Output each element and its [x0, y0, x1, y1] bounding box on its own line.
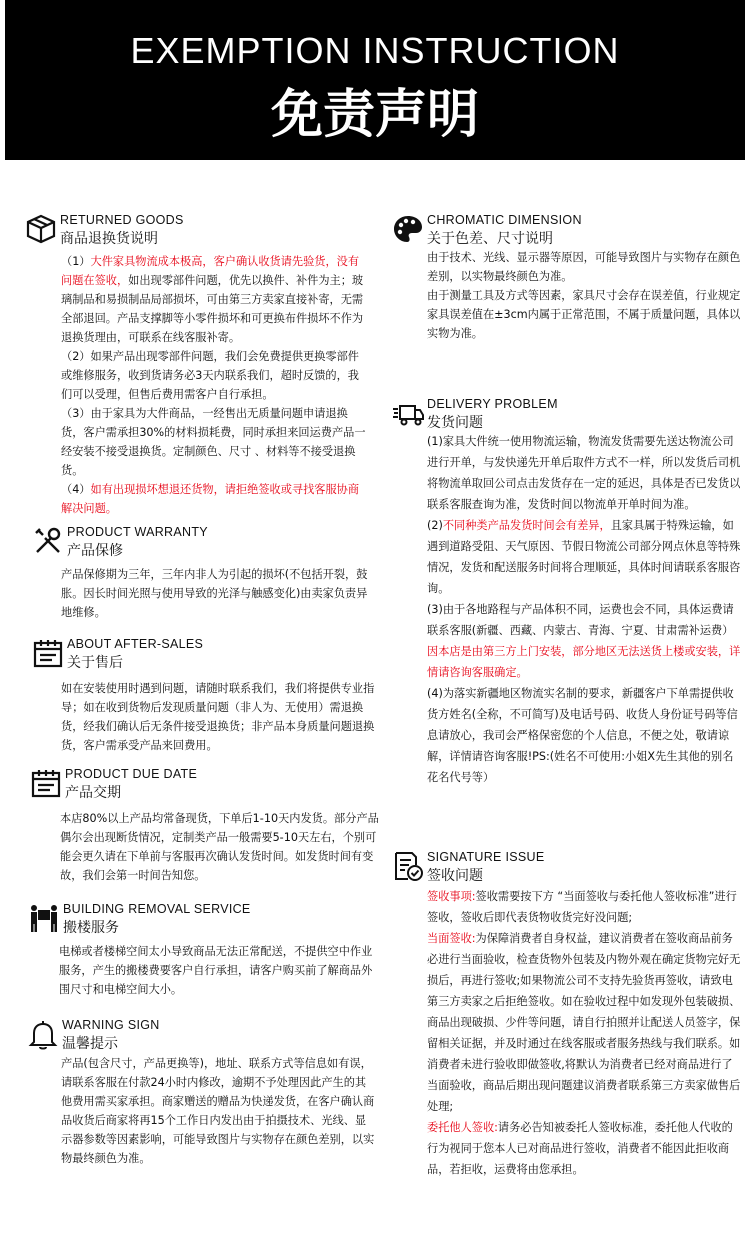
section-title-cn: 商品退换货说明 [60, 231, 158, 247]
section-title-en: RETURNED GOODS [60, 213, 184, 227]
paragraph-text: 为保障消费者自身权益，建议消费者在签收商品前务必进行当面验收，检查货物外包装及内物外观在确定货物完好无损后，再进行签收;如果物流公司不支持先验货再签收，请致电第三方卖家之后拒绝签收。如在验收过程中如发现外包装破损、商品出现破损、少件等问题，请自行拍照并让配送人员签字，保留相关证据，并及时通过在线客服或者服务热线与我们联系。如消费者未进行验收即做签收,将默认为消费者已经对商品进行了当面验收，商品后期出现问题建议消费者联系第三方卖家做售后处理; [427, 932, 741, 1113]
paragraph-prefix: （4） [61, 483, 91, 496]
paragraph-highlight: 因本店是由第三方上门安装，部分地区无法送货上楼或安装，详情请咨询客服确定。 [427, 645, 741, 679]
paragraph-highlight: 如有出现损坏想退还货物，请拒绝签收或寻找客服协商解决问题。 [61, 483, 360, 515]
paragraph-text: 由于技术、光线、显示器等原因，可能导致图片与实物存在颜色差别，以实物最终颜色为准。 [427, 251, 741, 283]
section-title-cn: 发货问题 [427, 415, 483, 431]
section-title-en: WARNING SIGN [62, 1018, 160, 1032]
truck-icon [392, 397, 424, 429]
paragraph-text: 产品(包含尺寸，产品更换等)，地址、联系方式等信息如有误，请联系客服在付款24小时内修改，逾期不予处理因此产生的其他费用需买家承担。商家赠送的赠品为快递发货，在客户确认商品收货后商家将再15个工作日内发出由于拍摄技术、光线、显示器参数等因素影响，可能导致图片与实物存在颜色差别，以实物最终颜色为准。 [61, 1057, 375, 1165]
section-title-en: BUILDING REMOVAL SERVICE [63, 902, 251, 916]
section-title-en: SIGNATURE ISSUE [427, 850, 545, 864]
title-en: EXEMPTION INSTRUCTION [130, 30, 620, 71]
section-title-en: DELIVERY PROBLEM [427, 397, 558, 411]
section-warning-sign [27, 1018, 375, 1168]
paragraph-highlight: 大件家具物流成本极高，客户确认收货请先验货，没有问题在签收， [61, 255, 360, 287]
section-title-cn: 温馨提示 [62, 1036, 118, 1052]
paragraph-text: 且家具属于特殊运输，如遇到道路受阻、天气原因、节假日物流公司部分网点休息等特殊情况，发货和配送服务时间将合理顺延，具体时间请联系客服咨询。 [427, 519, 741, 595]
movers-icon [28, 902, 60, 934]
calendar-icon [32, 637, 64, 669]
paragraph-highlight: 签收事项: [427, 890, 476, 903]
paragraph-highlight: 当面签收: [427, 932, 476, 945]
paragraph-text: （2）如果产品出现零部件问题，我们会免费提供更换零部件或维修服务，收到货请务必3天内联系我们，超时反馈的，我们可以受理，但售后费用需客户自行承担。 [61, 350, 359, 401]
paragraph-text: 产品保修期为三年，三年内非人为引起的损坏(不包括开裂，鼓胀。因长时间光照与使用导致的光泽与触感变化)由卖家负责异地维修。 [61, 568, 368, 619]
paragraph-prefix: （1） [61, 255, 91, 268]
section-title-cn: 签收问题 [427, 868, 483, 884]
section-product-warranty [32, 525, 377, 622]
paragraph-text: 如出现零部件问题，优先以换件、补件为主；玻璃制品和易损制品局部损坏，可由第三方卖家直接补寄，无需全部退回。产品支撑脚等小零件损坏和可更换布件损坏不作为退换货理由，可联系在线客服补寄。 [61, 274, 364, 344]
wrench-icon [32, 525, 64, 557]
paragraph-text: (4)为落实新疆地区物流实名制的要求，新疆客户下单需提供收货方姓名(全称，不可简写)及电话号码、收货人身份证号码等信息请放心，我司会严格保密您的个人信息，不便之处，敬请谅解，详情请咨询客服!PS:(姓名不可使用:小姐X先生其他的别名花名代号等） [427, 687, 738, 784]
paragraph-text: 签收需要按下方 “当面签收与委托他人签收标准”进行签收，签收后即代表货物收货完好没问题; [427, 890, 737, 924]
paragraph-text: 由于测量工具及方式等因素，家具尺寸会存在误差值，行业规定家具误差值在±3cm内属于正常范围，不属于质量问题，具体以实物为准。 [427, 289, 741, 340]
section-title-cn: 关于色差、尺寸说明 [427, 231, 553, 247]
paragraph-text: 请务必告知被委托人签收标准，委托他人代收的行为视同于您本人已对商品进行签收，消费者不能因此拒收商品，若拒收，运费将由您承担。 [427, 1121, 733, 1176]
calendar-icon [30, 767, 62, 799]
section-delivery-problem [392, 397, 742, 788]
section-chromatic-dimension [392, 213, 742, 343]
section-after-sales [32, 637, 377, 755]
title-cn: 免责声明 [270, 85, 479, 145]
section-title-en: ABOUT AFTER-SALES [67, 637, 204, 651]
section-building-removal [28, 902, 378, 999]
section-title-en: CHROMATIC DIMENSION [427, 213, 582, 227]
section-returned-goods [25, 213, 370, 518]
package-icon [25, 213, 57, 245]
paragraph-text: （3）由于家具为大件商品，一经售出无质量问题申请退换货，客户需承担30%的材料损耗费，同时承担来回运费产品一经安装不接受退换货。定制颜色、尺寸 、材料等不接受退换货。 [61, 407, 366, 477]
section-due-date [30, 767, 380, 885]
palette-icon [392, 213, 424, 245]
section-title-cn: 产品保修 [67, 543, 123, 559]
paragraph-text: 本店80%以上产品均常备现货，下单后1-10天内发货。部分产品偶尔会出现断货情况，定制类产品一般需要5-10天左右，个别可能会更久请在下单前与客服再次确认发货时间。如发货时间有变故，我们会第一时间告知您。 [60, 812, 379, 882]
paragraph-text: 如在安装使用时遇到问题，请随时联系我们，我们将提供专业指导；如在收到货物后发现质量问题（非人为、无使用）需退换货，经我们确认后无条件接受退换货；非产品本身质量问题退换货，客户需承受产品来回费用。 [61, 682, 375, 752]
paragraph-text: 电梯或者楼梯空间太小导致商品无法正常配送，不提供空中作业服务，产生的搬楼费要客户自行承担，请客户购买前了解商品外围尺寸和电梯空间大小。 [59, 945, 373, 996]
section-title-en: PRODUCT WARRANTY [67, 525, 208, 539]
section-title-cn: 关于售后 [67, 655, 123, 671]
paragraph-highlight: 不同种类产品发货时间会有差异， [442, 519, 611, 532]
paragraph-text: (1)家具大件统一使用物流运输，物流发货需要先送达物流公司进行开单，与发快递先开单后取件方式不一样，所以发货后司机将物流单取回公司点击发货存在一定的延迟，具体是否已发货以联系客服查询为准，发货时间以物流单开单时间为准。 [427, 435, 741, 511]
document-check-icon [392, 850, 424, 882]
bell-icon [27, 1018, 59, 1050]
section-title-cn: 搬楼服务 [63, 920, 119, 936]
paragraph-prefix: (2) [427, 519, 443, 532]
section-title-en: PRODUCT DUE DATE [65, 767, 198, 781]
paragraph-highlight: 委托他人签收: [427, 1121, 498, 1134]
header-banner [5, 0, 745, 160]
section-title-cn: 产品交期 [65, 785, 121, 801]
section-signature-issue [392, 850, 742, 1180]
paragraph-text: (3)由于各地路程与产品体积不同，运费也会不同，具体运费请联系客服(新疆、西藏、内蒙古、青海、宁夏、甘肃需补运费） [427, 603, 734, 637]
